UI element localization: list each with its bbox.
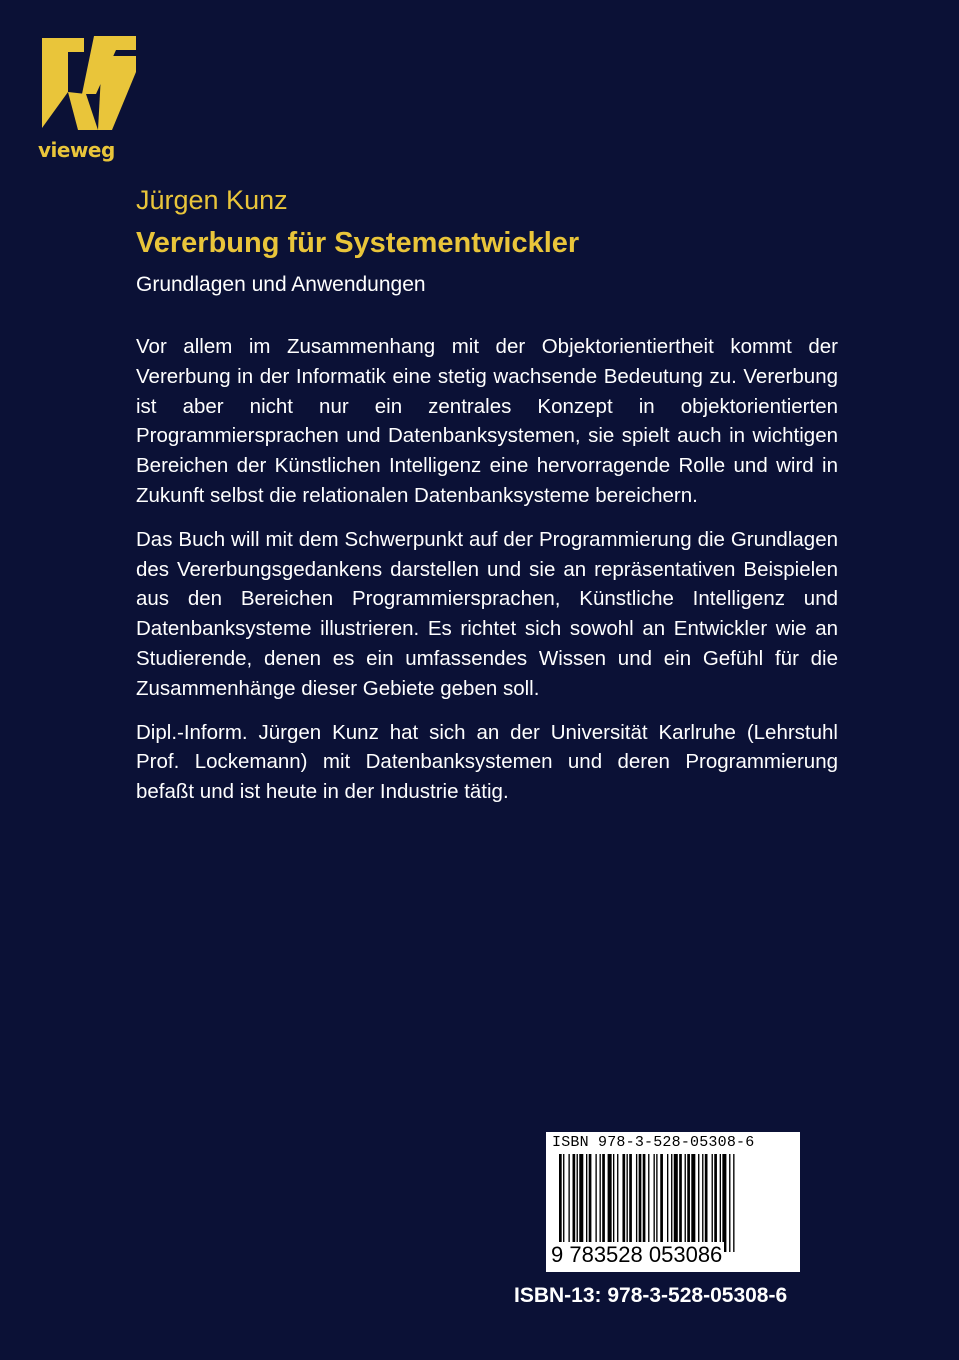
- barcode-bar: [679, 1154, 682, 1252]
- barcode-bar: [639, 1154, 642, 1252]
- barcode-bar: [573, 1154, 576, 1252]
- barcode-bar: [559, 1154, 562, 1252]
- barcode-bar: [722, 1154, 726, 1252]
- barcode-bar: [705, 1154, 708, 1252]
- barcode-bar: [629, 1154, 632, 1252]
- barcode-bar: [667, 1154, 668, 1252]
- barcode-bar: [568, 1154, 569, 1252]
- barcode-bars: [557, 1154, 789, 1252]
- barcode-bar: [579, 1154, 583, 1252]
- barcode-bar: [613, 1154, 614, 1252]
- barcode-bar: [563, 1154, 564, 1252]
- barcode-bar: [608, 1154, 612, 1252]
- publisher-name: vieweg: [38, 138, 115, 162]
- isbn-13: ISBN-13: 978-3-528-05308-6: [514, 1284, 788, 1307]
- barcode-bar: [702, 1154, 703, 1252]
- barcode-bar: [671, 1154, 672, 1252]
- barcode-bar: [589, 1154, 592, 1252]
- barcode-bar: [729, 1154, 730, 1252]
- barcode-bar: [602, 1154, 605, 1252]
- barcode-bar: [636, 1154, 637, 1252]
- author-name: Jürgen Kunz: [136, 185, 288, 215]
- barcode: [546, 1132, 800, 1272]
- barcode-digits: 9 783528 053086: [551, 1242, 723, 1267]
- barcode-bar: [654, 1154, 655, 1252]
- barcode-isbn-label: ISBN 978-3-528-05308-6: [552, 1134, 755, 1151]
- barcode-bar: [685, 1154, 686, 1252]
- barcode-bar: [733, 1154, 734, 1252]
- barcode-bar: [627, 1154, 628, 1252]
- vieweg-logo-icon: [38, 32, 140, 136]
- blurb-paragraph: Das Buch will mit dem Schwerpunkt auf der Programmierung die Grundlagen des Vererbungsgedankens darstellen und sie an repräsentativen Beispielen aus den Bereichen Programmiersprachen, Künstliche Intelligenz und Datenbanksysteme illustrieren. Es richtet sich sowohl an Entwickler wie an Studierende, denen es ein umfassendes Wissen und ein Gefühl für die Zusammenhänge dieser Gebiete geben soll.: [136, 527, 838, 700]
- barcode-bar: [691, 1154, 695, 1252]
- barcode-bar: [586, 1154, 587, 1252]
- barcode-bar: [656, 1154, 657, 1252]
- barcode-bar: [595, 1154, 596, 1252]
- book-subtitle: Grundlagen und Anwendungen: [136, 273, 426, 296]
- blurb: [136, 332, 838, 821]
- barcode-bar: [622, 1154, 625, 1252]
- barcode-bar: [712, 1154, 713, 1252]
- barcode-bar: [643, 1154, 646, 1252]
- book-title: Vererbung für Systementwickler: [136, 227, 580, 259]
- barcode-bar: [687, 1154, 690, 1252]
- barcode-bar: [720, 1154, 721, 1252]
- publisher-logo: [38, 32, 140, 164]
- barcode-bar: [674, 1154, 678, 1252]
- barcode-bar: [698, 1154, 699, 1252]
- barcode-bar: [600, 1154, 601, 1252]
- author-bio: Dipl.-Inform. Jürgen Kunz hat sich an der Universität Karlruhe (Lehrstuhl Prof. Lockemann) mit Datenbanksystemen und deren Programmierung befaßt und ist heute in der Industrie tätig.: [136, 720, 838, 804]
- blurb-paragraph: Vor allem im Zusammenhang mit der Objektorientiertheit kommt der Vererbung in der Informatik eine stetig wachsende Bedeutung zu. Vererbung ist aber nicht nur ein zentrales Konzept in objektorientierten Programmiersprachen und Datenbanksystemen, sie spielt auch in wichtigen Bereichen der Künstlichen Intelligenz eine hervorragende Rolle und wird in Zukunft selbst die relationalen Datenbanksysteme bereichern.: [136, 335, 838, 507]
- barcode-bar: [714, 1154, 717, 1252]
- barcode-bar: [617, 1154, 618, 1252]
- barcode-bar: [577, 1154, 578, 1252]
- barcode-bar: [660, 1154, 663, 1252]
- barcode-bar: [648, 1154, 649, 1252]
